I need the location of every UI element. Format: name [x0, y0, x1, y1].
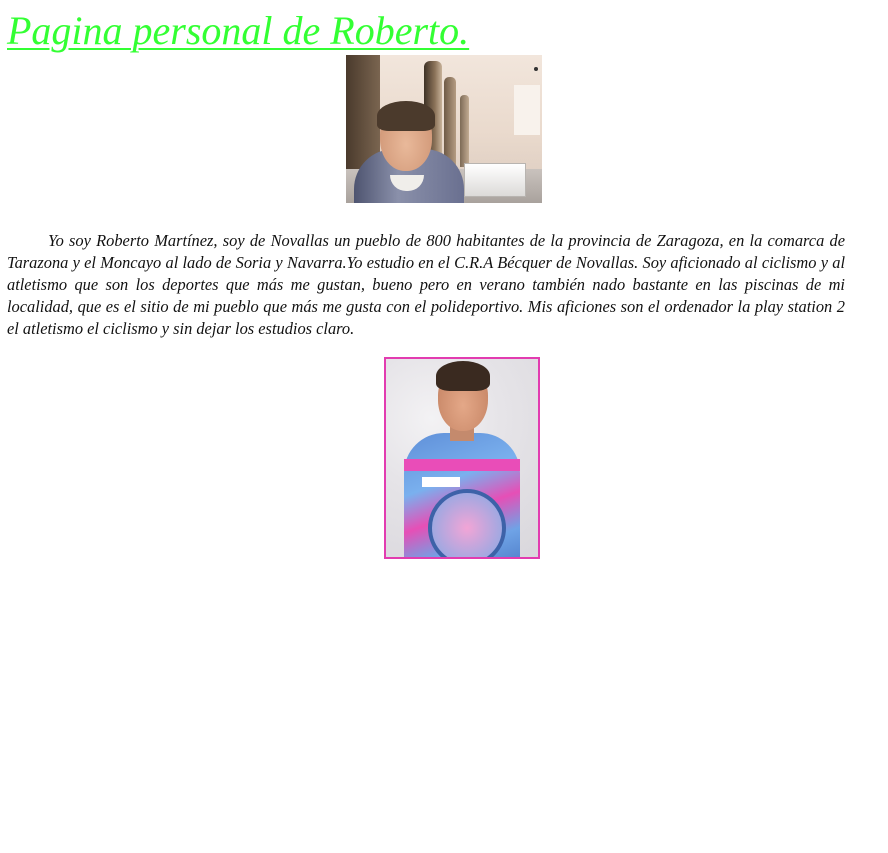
photo-jersey-stripe: [404, 459, 520, 471]
photo-roberto-room: [346, 55, 542, 203]
photo-light: [534, 67, 538, 71]
photo-door: [460, 95, 469, 167]
photo-jersey-emblem: [428, 489, 506, 559]
photo-counter: [464, 163, 526, 197]
photo-jersey-badge: [422, 477, 460, 487]
photo-roberto-cyclist: [384, 357, 540, 559]
photo-window: [514, 85, 540, 135]
photo-cyclist-hair: [436, 361, 490, 391]
photo-boy-hair: [377, 101, 435, 131]
page-title: Pagina personal de Roberto.: [7, 8, 470, 53]
intro-paragraph: Yo soy Roberto Martínez, soy de Novallas un pueblo de 800 habitantes de la provincia de Zaragoza, en la comarca de Tarazona y el Moncayo al lado de Soria y Navarra.Yo estudio en el C.R.A Bécquer de Novallas. Soy aficionado al ciclismo y al atletismo que son los deportes que más me gustan, bueno pero en verano también nado bastante en las piscinas de mi localidad, que es el sitio de mi pueblo que más me gusta con el polideportivo. Mis aficiones son el ordenador la play station 2 el atletismo el ciclismo y sin dejar los estudios claro.: [7, 231, 845, 338]
